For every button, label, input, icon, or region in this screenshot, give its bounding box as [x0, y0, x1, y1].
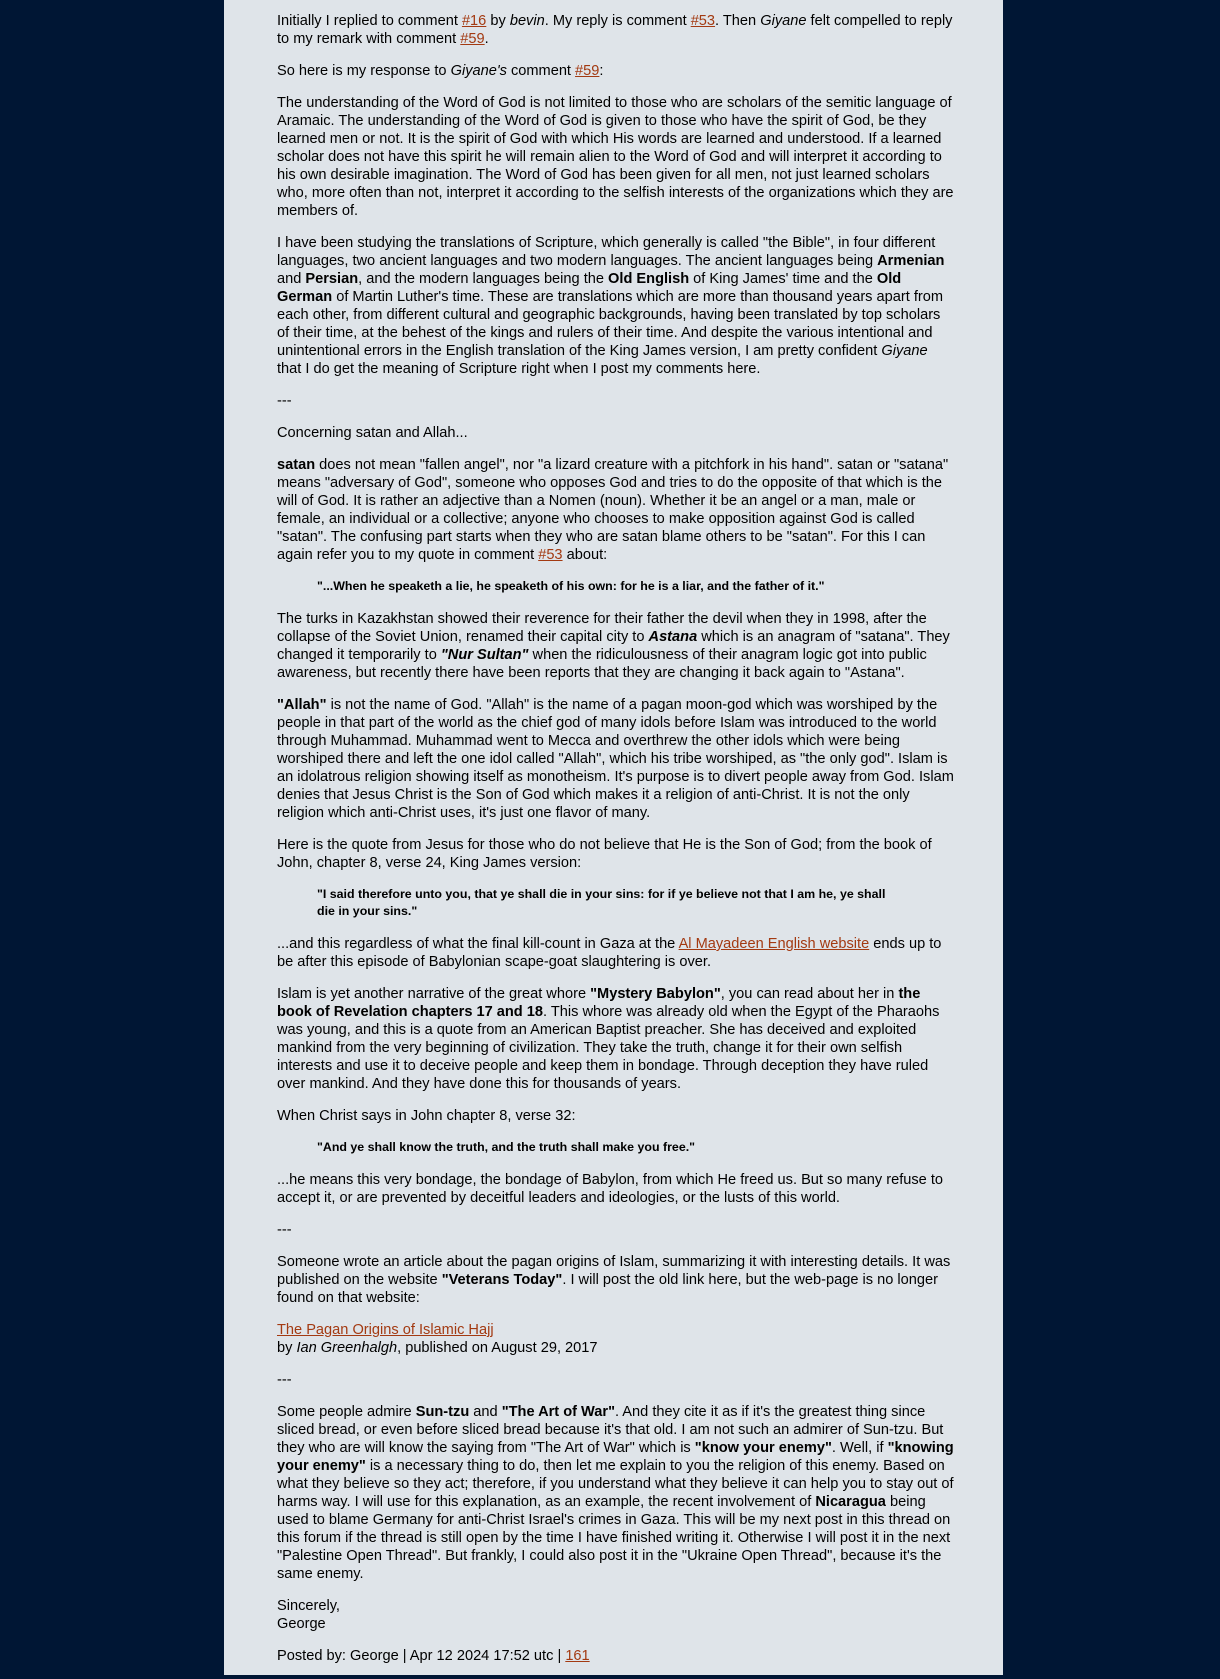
text: and	[469, 1404, 502, 1420]
text: Initially I replied to comment	[277, 13, 462, 29]
bold-text: "The Art of War"	[501, 1404, 615, 1420]
paragraph-response	[277, 62, 954, 80]
bold-text: Old German	[277, 271, 902, 305]
comment-link-59[interactable]: #59	[460, 31, 485, 47]
author-name: Giyane's	[450, 63, 507, 79]
text: felt compelled to reply to my remark with comment	[277, 13, 953, 47]
paragraph-understanding: The understanding of the Word of God is not limited to those who are scholars of the semitic language of Aramaic. The understanding of the Word of God is given to those who have the spirit of God, be they learned men or not. It is the spirit of God with which His words are learned and understood. If a learned scholar does not have this spirit he will remain alien to the Word of God and will interpret it according to his own desirable imagination. The Word of God has been given for all men, not just learned scholars who, more often than not, interpret it according to the selfish interests of the organizations which they are members of.	[277, 95, 954, 219]
text: So here is my response to	[277, 63, 451, 79]
bold-text: satan	[277, 457, 316, 473]
text: Sincerely,	[277, 1598, 340, 1614]
text: Islam is yet another narrative of the great whore	[277, 986, 591, 1002]
author-name: Giyane	[760, 13, 807, 29]
signature	[277, 1597, 954, 1633]
bold-italic-text: "Nur Sultan"	[440, 647, 529, 663]
quote-truth-free: "And ye shall know the truth, and the truth shall make you free."	[317, 1140, 696, 1154]
separator: ---	[277, 1222, 292, 1238]
bold-text: "Veterans Today"	[441, 1272, 563, 1288]
separator: ---	[277, 393, 292, 409]
text: and	[277, 271, 306, 287]
bold-text: "Allah"	[277, 697, 327, 713]
paragraph-article	[277, 1253, 954, 1307]
text: . This whore was already old when the Egypt of the Pharaohs was young, and this is a quote from an American Baptist preacher. She has deceived and exploited mankind from the very beginning of civilization. They take the truth, change it for their own selfish interests and use it to deceive people and keep them in bondage. Through deception they have ruled over mankind. And they have done this for thousands of years.	[277, 1004, 940, 1092]
paragraph-gaza	[277, 935, 954, 971]
text: which is an anagram of "satana". They changed it temporarily to	[277, 629, 950, 663]
paragraph-bondage: ...he means this very bondage, the bondage of Babylon, from which He freed us. But so many refuse to accept it, or are prevented by deceitful leaders and ideologies, or the lusts of this world.	[277, 1172, 944, 1206]
bold-text: "know your enemy"	[694, 1440, 832, 1456]
text: , published on August 29, 2017	[397, 1340, 598, 1356]
paragraph-translations	[277, 234, 954, 378]
bold-text: Sun-tzu	[415, 1404, 470, 1420]
text: of Martin Luther's time. These are translations which are more than thousand years apart from each other, from different cultural and geographic backgrounds, having been translated by top scholars of their time, at the behest of the kings and rulers of their time. And despite the various intentional and unintentional errors in the English translation of the King James version, I am pretty confident	[277, 289, 944, 359]
paragraph-satan	[277, 456, 954, 564]
text: I have been studying the translations of Scripture, which generally is called "the Bible", in four different languages, two ancient languages and two modern languages. The ancient languages being	[277, 235, 936, 269]
bold-text: "Mystery Babylon"	[590, 986, 721, 1002]
text: comment	[506, 63, 576, 79]
paragraph-kazakhstan	[277, 610, 954, 682]
bold-text: Old English	[608, 271, 690, 287]
text: :	[599, 63, 604, 79]
comment-link-53[interactable]: #53	[538, 547, 563, 563]
paragraph-sun-tzu	[277, 1403, 954, 1583]
al-mayadeen-link[interactable]: Al Mayadeen English website	[678, 936, 870, 952]
quote-die-in-sins: "I said therefore unto you, that ye shall die in your sins: for if ye believe not that I am he, ye shall die in your sins."	[317, 887, 886, 918]
signature-name: George	[277, 1616, 326, 1632]
text: . And they cite it as if it's the greatest thing since sliced bread, or even before sliced bread because it's that old. I am not such an admirer of Sun-tzu. But they who are will know the saying from "The Art of War" which is	[277, 1404, 944, 1456]
comment-body	[277, 12, 954, 1679]
content-column	[224, 0, 1003, 1675]
author-name: bevin	[509, 13, 545, 29]
comment-link-53[interactable]: #53	[690, 13, 716, 29]
bold-italic-text: Astana	[648, 629, 698, 645]
bold-text: Nicaragua	[815, 1494, 886, 1510]
paragraph-intro	[277, 12, 954, 48]
text: Some people admire	[277, 1404, 416, 1420]
text: when the ridiculousness of their anagram logic got into public awareness, but recently there have been reports that they are changing it back again to "Astana".	[277, 647, 927, 681]
author-name: Giyane	[881, 343, 928, 359]
comment-link-59[interactable]: #59	[575, 63, 600, 79]
paragraph-christ-says: When Christ says in John chapter 8, verse 32:	[277, 1108, 576, 1124]
text: by	[486, 13, 510, 29]
paragraph-allah	[277, 696, 954, 822]
paragraph-concerning: Concerning satan and Allah...	[277, 425, 468, 441]
text: .	[484, 31, 489, 47]
comment-link-16[interactable]: #16	[461, 13, 487, 29]
separator: ---	[277, 1372, 292, 1388]
paragraph-article-link	[277, 1321, 954, 1357]
bold-text: "knowing your enemy"	[277, 1440, 954, 1474]
text: does not mean "fallen angel", nor "a lizard creature with a pitchfork in his hand". satan or "satana" means "adversary of God", someone who opposes God and tries to do the opposite of that which is the will of God. It is rather an adjective than a Nomen (noun). Whether it be an angel or a man, male or female, an individual or a collective; anyone who chooses to make opposition against God is called "satan". The confusing part starts when they who are satan blame others to be "satan". For this I can again refer you to my quote in comment	[277, 457, 949, 563]
text: by	[277, 1340, 297, 1356]
pagan-origins-link[interactable]: The Pagan Origins of Islamic Hajj	[277, 1322, 494, 1338]
paragraph-jesus-quote-intro: Here is the quote from Jesus for those who do not believe that He is the Son of God; from the book of John, chapter 8, verse 24, King James version:	[277, 837, 932, 871]
text: . Well, if	[831, 1440, 888, 1456]
bold-text: the book of Revelation chapters 17 and 18	[277, 986, 921, 1020]
post-meta: Posted by: George | Apr 12 2024 17:52 utc |	[277, 1648, 566, 1664]
bold-text: Persian	[305, 271, 359, 287]
post-footer	[277, 1647, 954, 1665]
text: is a necessary thing to do, then let me explain to you the religion of this enemy. Based on what they believe so they act; therefore, if you understand what they believe it can help you to stay out of harms way. I will use for this explanation, as an example, the recent involvement of	[277, 1458, 954, 1510]
text: ends up to be after this episode of Babylonian scape-goat slaughtering is over.	[277, 936, 942, 970]
text: that I do get the meaning of Scripture right when I post my comments here.	[277, 361, 761, 377]
text: . Then	[715, 13, 761, 29]
text: being used to blame Germany for anti-Christ Israel's crimes in Gaza. This will be my next post in this thread on this forum if the thread is still open by the time I have finished writing it. Otherwise I will post it in the next "Palestine Open Thread". But frankly, I could also post it in the "Ukraine Open Thread", because it's the same enemy.	[277, 1494, 951, 1582]
bold-text: Armenian	[877, 253, 945, 269]
text: is not the name of God. "Allah" is the name of a pagan moon-god which was worshiped by the people in that part of the world as the chief god of many idols before Islam was introduced to the world through Muhammad. Muhammad went to Mecca and overthrew the other idols which were being worshiped there and left the one idol called "Allah", which his tribe worshiped, as "the only god". Islam is an idolatrous religion showing itself as monotheism. It's purpose is to divert people away from God. Islam denies that Jesus Christ is the Son of God which makes it a religion of anti-Christ. It is not the only religion which anti-Christ uses, it's just one flavor of many.	[277, 697, 954, 821]
text: . I will post the old link here, but the web-page is no longer found on that website:	[277, 1272, 938, 1306]
text: about:	[562, 547, 608, 563]
text: , you can read about her in	[720, 986, 899, 1002]
text: , and the modern languages being the	[358, 271, 609, 287]
paragraph-babylon	[277, 985, 954, 1093]
text: The turks in Kazakhstan showed their reverence for their father the devil when they in 1998, after the collapse of the Soviet Union, renamed their capital city to	[277, 611, 927, 645]
text: of King James' time and the	[689, 271, 877, 287]
text: ...and this regardless of what the final kill-count in Gaza at the	[277, 936, 679, 952]
comment-permalink[interactable]: 161	[565, 1648, 590, 1664]
quote-liar: "...When he speaketh a lie, he speaketh of his own: for he is a liar, and the father of it."	[317, 579, 825, 593]
text: Someone wrote an article about the pagan origins of Islam, summarizing it with interesting details. It was published on the website	[277, 1254, 951, 1288]
author-name: Ian Greenhalgh	[296, 1340, 398, 1356]
text: . My reply is comment	[544, 13, 691, 29]
